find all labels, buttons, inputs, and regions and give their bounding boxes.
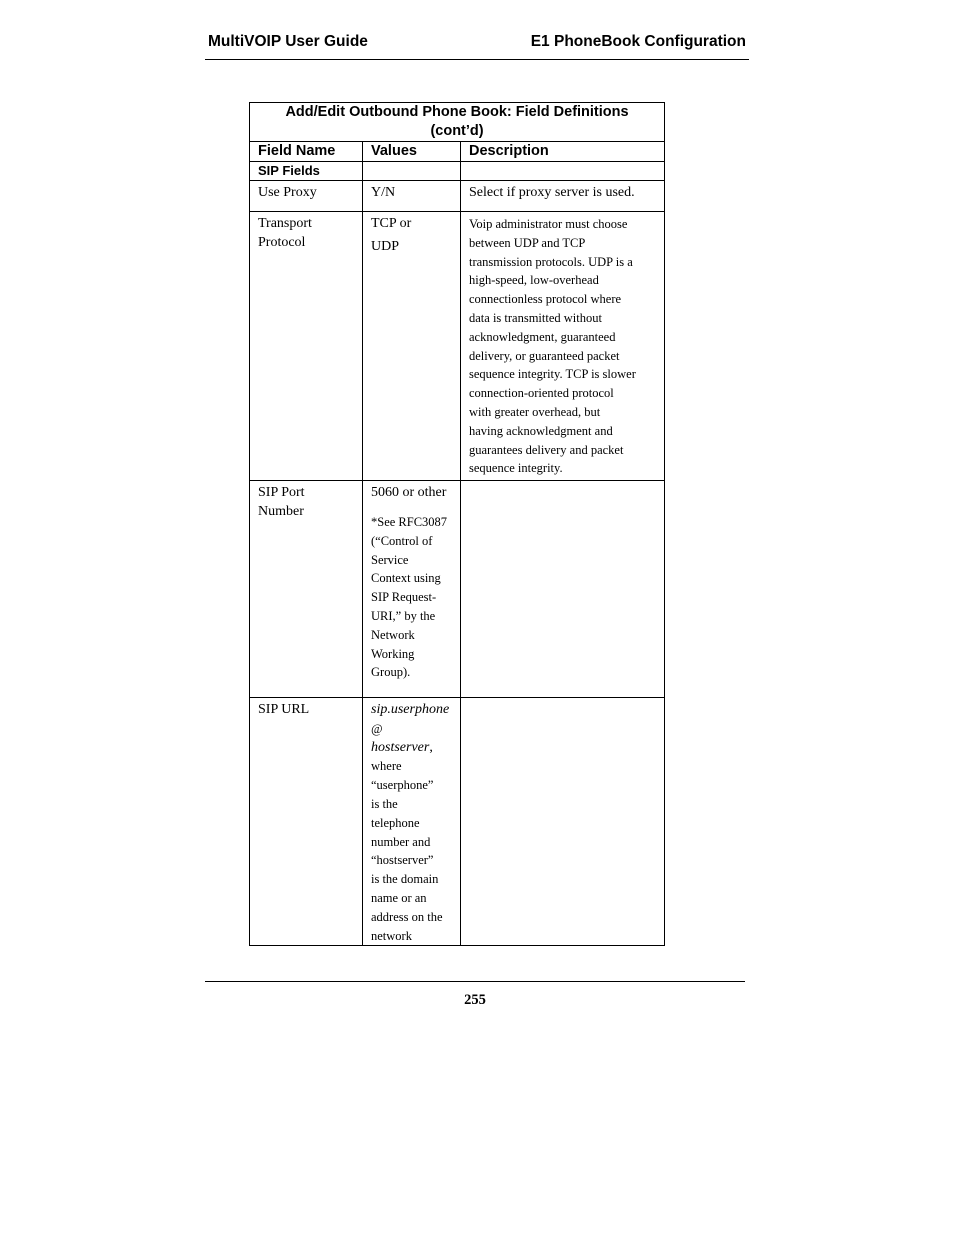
description-line: data is transmitted without [469,310,602,325]
value-line: is the [371,796,398,811]
footer-rule [205,981,745,982]
value-text: TCP or [371,216,412,231]
column-header-values: Values [363,142,461,162]
description-line: sequence integrity. TCP is slower [469,367,636,382]
value-line: is the domain [371,872,439,887]
note-line: *See RFC3087 [371,515,448,529]
field-name: Use Proxy [258,185,317,200]
field-name-cell [250,481,363,698]
section-row [250,162,665,181]
description-text: Select if proxy server is used. [469,185,635,200]
column-header-field-name: Field Name [250,142,363,162]
field-name: Number [258,504,304,519]
note-line: Group). [371,665,411,680]
value-line: name or an [371,890,427,905]
value-text: , [429,739,433,755]
description-line: Voip administrator must choose [469,217,628,231]
field-name-cell [250,181,363,212]
note-line: Working [371,646,415,661]
description-line: guarantees delivery and packet [469,442,624,457]
section-label: SIP Fields [250,162,363,181]
table-row [250,698,665,946]
values-cell [363,212,461,481]
page-number: 255 [464,992,486,1008]
note-line: Context using [371,571,441,586]
description-cell [461,181,665,212]
sip-url-at: @ [371,721,383,736]
values-cell [363,181,461,212]
section-empty-cell [363,162,461,181]
description-cell [461,481,665,698]
description-cell [461,212,665,481]
field-definitions-table [249,102,665,946]
description-line: acknowledgment, guaranteed [469,329,616,344]
value-text: 5060 or other [371,485,447,500]
value-line: network [371,928,412,943]
description-line: high-speed, low-overhead [469,273,599,288]
table-row [250,181,665,212]
field-name: Protocol [258,235,306,250]
header-rule [205,59,749,60]
caption-line-1: Add/Edit Outbound Phone Book: Field Definitions [285,104,629,120]
description-line: connection-oriented protocol [469,386,614,401]
field-name: SIP Port [258,485,305,500]
field-name-cell [250,698,363,946]
running-header-section: E1 PhoneBook Configuration [530,33,746,50]
value-text: Y/N [371,185,396,200]
rfc-note [371,513,453,682]
description-line: with greater overhead, but [469,404,601,419]
field-name: SIP URL [258,702,310,717]
running-header-title: MultiVOIP User Guide [208,33,368,50]
column-header-row [250,142,665,162]
table-row [250,212,665,481]
note-line: SIP Request- [371,590,437,605]
description-line: between UDP and TCP [469,235,586,250]
values-cell [363,698,461,946]
note-line: (“Control of [371,533,433,548]
description-line: sequence integrity. [469,461,563,476]
table-row [250,481,665,698]
value-text: UDP [371,239,400,254]
description-cell [461,698,665,946]
values-cell [363,481,461,698]
value-line: address on the [371,909,443,924]
column-header-description: Description [461,142,665,162]
description-line: delivery, or guaranteed packet [469,348,620,363]
sip-url-user: sip.userphone [371,702,450,717]
section-empty-cell [461,162,665,181]
description-line: having acknowledgment and [469,423,613,438]
note-line: Network [371,627,415,642]
table-caption [250,103,665,142]
value-line: telephone [371,815,420,830]
value-line: “userphone” [371,778,434,793]
value-line: where [371,759,402,774]
description-line: connectionless protocol where [469,292,622,307]
caption-line-2: (cont’d) [430,123,484,139]
value-line: “hostserver” [371,853,434,868]
sip-url-host: hostserver [371,739,430,755]
description-line: transmission protocols. UDP is a [469,254,633,269]
value-line: number and [371,834,431,849]
note-line: Service [371,552,409,567]
field-name-cell [250,212,363,481]
table-caption-row [250,103,665,142]
field-name: Transport [258,216,312,231]
note-line: URI,” by the [371,608,436,623]
